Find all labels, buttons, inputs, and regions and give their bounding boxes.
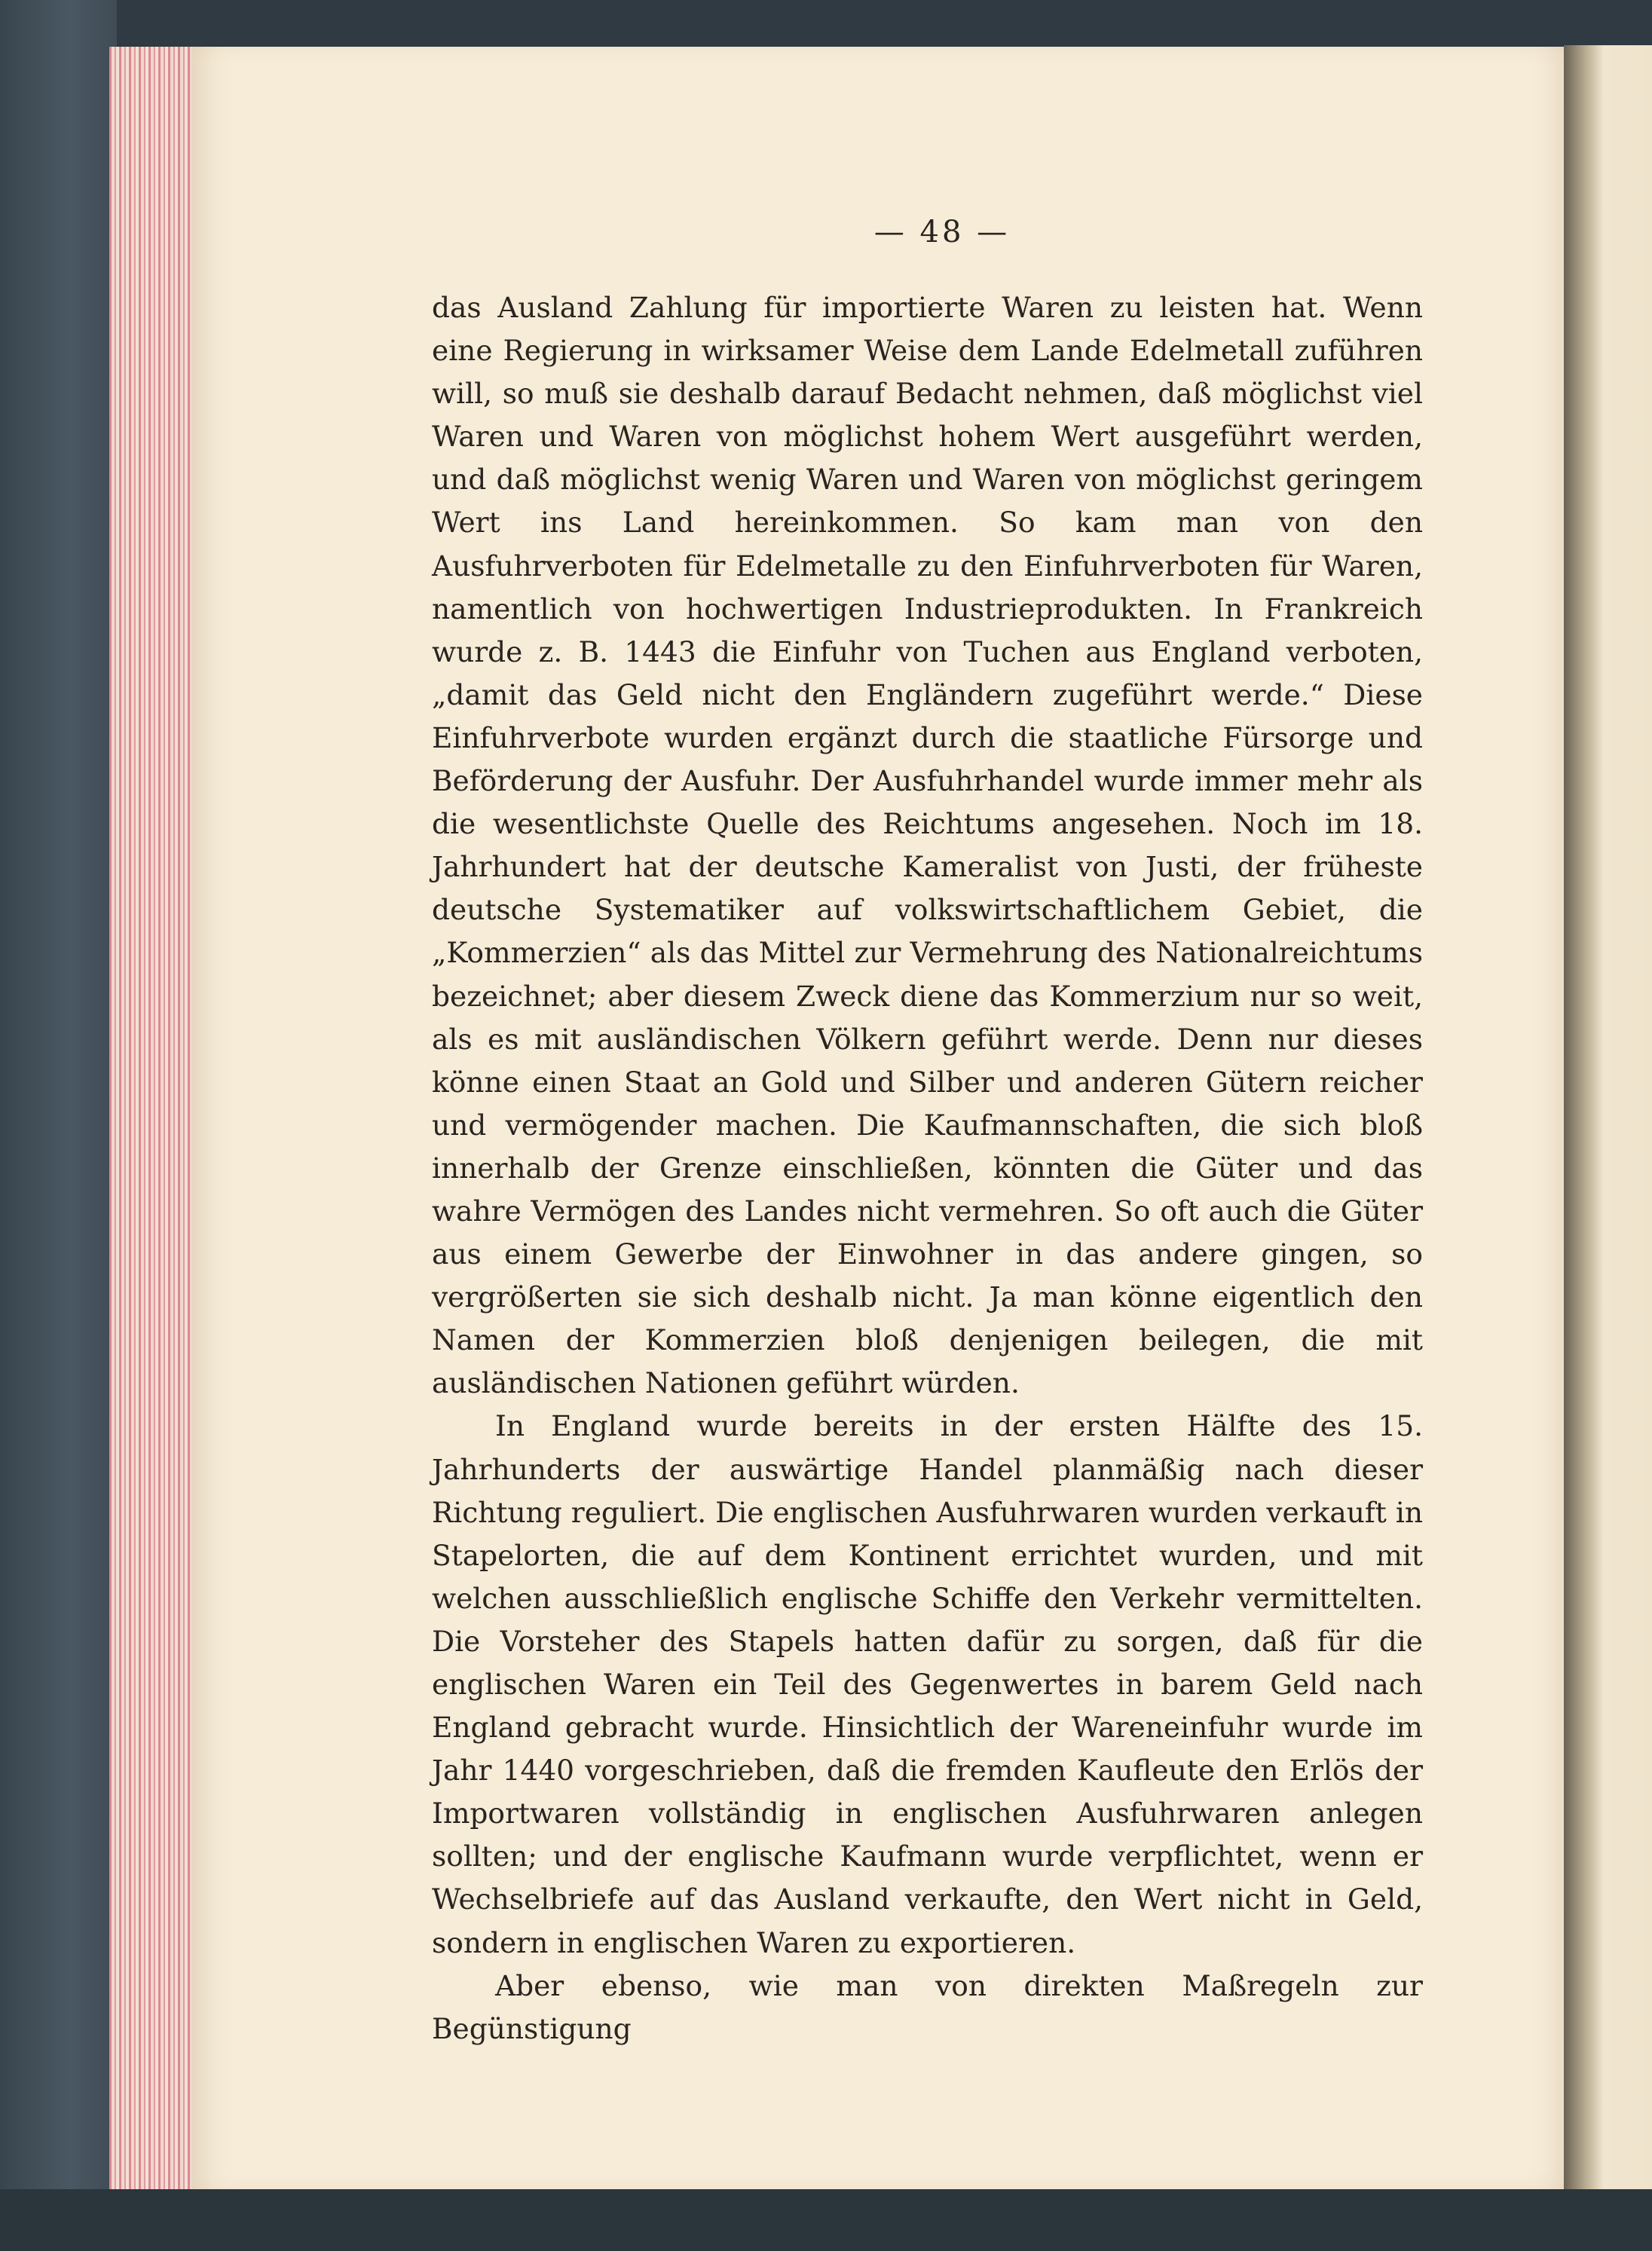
page-number: — 48 — xyxy=(873,215,1011,249)
scan-background xyxy=(0,2189,1652,2251)
paragraph: In England wurde bereits in der ersten Hälfte des 15. Jahrhunderts der auswärtige Handel planmäßig nach dieser Richtung reguliert. Die englischen Ausfuhrwaren wurden verkauft in Stapelorten, die auf dem Kontinent errichtet wurden, und mit welchen ausschließlich englische Schiffe den Verkehr vermittelten. Die Vorsteher des Stapels hatten dafür zu sorgen, daß für die englischen Waren ein Teil des Gegenwertes in barem Geld nach England gebracht wurde. Hinsichtlich der Wareneinfuhr wurde im Jahr 1440 vorgeschrieben, daß die fremden Kaufleute den Erlös der Importwaren vollständig in englischen Ausfuhrwaren anlegen sollten; und der englische Kaufmann wurde verpflichtet, wenn er Wechselbriefe auf das Ausland verkaufte, den Wert nicht in Geld, sondern in englischen Waren zu exportieren. xyxy=(432,1409,1423,1959)
book-cover-edge xyxy=(0,0,117,2251)
paragraph: Aber ebenso, wie man von direkten Maßregeln zur Begünstigung xyxy=(432,1968,1423,2045)
page-edges xyxy=(109,47,196,2191)
body-text xyxy=(432,286,1423,2051)
paragraph: das Ausland Zahlung für importierte Waren zu leisten hat. Wenn eine Regierung in wirksamer Weise dem Lande Edelmetall zuführen will, so muß sie deshalb darauf Bedacht nehmen, daß möglichst viel Waren und Waren von möglichst hohem Wert ausgeführt werden, und daß möglichst wenig Waren und Waren von möglichst geringem Wert ins Land hereinkommen. So kam man von den Ausfuhrverboten für Edelmetalle zu den Einfuhrverboten für Waren, namentlich von hochwertigen Industrieprodukten. In Frankreich wurde z. B. 1443 die Einfuhr von Tuchen aus England verboten, „damit das Geld nicht den Engländern zugeführt werde.“ Diese Einfuhrverbote wurden ergänzt durch die staatliche Fürsorge und Beförderung der Ausfuhr. Der Ausfuhrhandel wurde immer mehr als die wesentlichste Quelle des Reichtums angesehen. Noch im 18. Jahrhundert hat der deutsche Kameralist von Justi, der früheste deutsche Systematiker auf volkswirtschaftlichem Gebiet, die „Kommerzien“ als das Mittel zur Vermehrung des Nationalreichtums bezeichnet; aber diesem Zweck diene das Kommerzium nur so weit, als es mit ausländischen Völkern geführt werde. Denn nur dieses könne einen Staat an Gold und Silber und anderen Gütern reicher und vermögender machen. Die Kaufmannschaften, die sich bloß innerhalb der Grenze einschließen, könnten die Güter und das wahre Vermögen des Landes nicht vermehren. So oft auch die Güter aus einem Gewerbe der Einwohner in das andere gingen, so vergrößerten sie sich deshalb nicht. Ja man könne eigentlich den Namen der Kommerzien bloß denjenigen beilegen, die mit ausländischen Nationen geführt würden. xyxy=(432,291,1423,1400)
facing-page-edge xyxy=(1564,45,1652,2201)
